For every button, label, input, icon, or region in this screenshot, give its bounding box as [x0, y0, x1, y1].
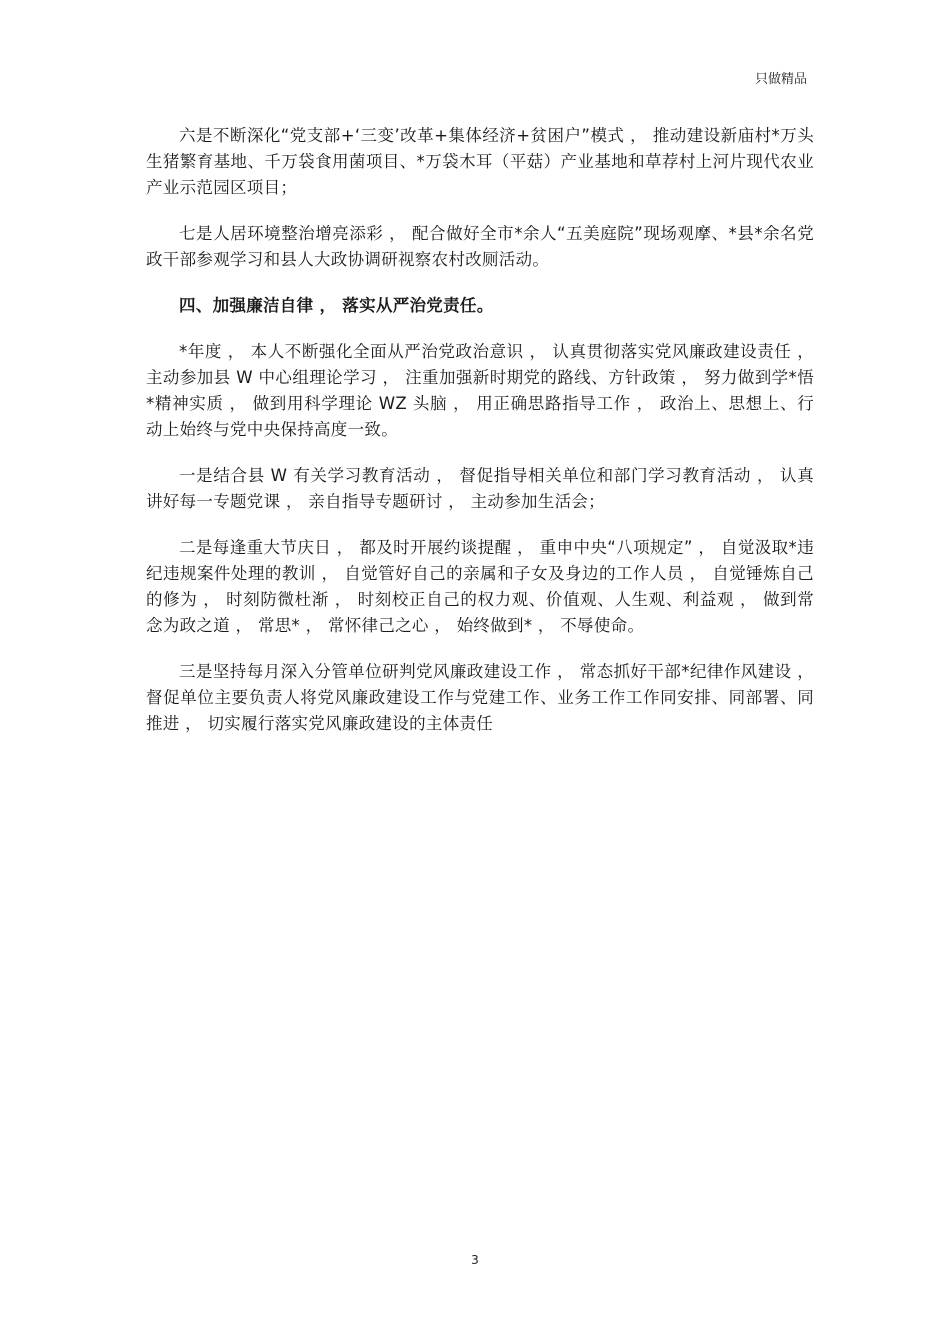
- paragraph-item-1: 一是结合县 W 有关学习教育活动 ， 督促指导相关单位和部门学习教育活动 ， 认真讲好每一专题党课 ， 亲自指导专题研讨 ， 主动参加生活会；: [146, 466, 814, 511]
- header-note: 只做精品: [754, 72, 807, 87]
- paragraph-7-environment: 七是人居环境整治增亮添彩 ， 配合做好全市*余人“五美庭院”现场观摩、*县*余名党政干部参观学习和县人大政协调研视察农村改厕活动。: [146, 224, 814, 269]
- section-heading-4: 四、加强廉洁自律 ， 落实从严治党责任。: [179, 296, 494, 315]
- paragraph-item-2: 二是每逢重大节庆日 ， 都及时开展约谈提醒 ， 重申中央“八项规定” ， 自觉汲取*违纪违规案件处理的教训 ， 自觉管好自己的亲属和子女及身边的工作人员 ， 自觉锤炼自己的修为 ， 时刻防微杜渐 ， 时刻校正自己的权力观、价值观、人生观、利益观 ， 做到常念为政之道 ， 常思* ， 常怀律己之心 ， 始终做到* ， 不辱使命。: [146, 538, 814, 635]
- paragraph-annual-summary: *年度 ， 本人不断强化全面从严治党政治意识 ， 认真贯彻落实党风廉政建设责任 ， 主动参加县 W 中心组理论学习 ， 注重加强新时期党的路线、方针政策 ， 努力做到学*悟*精神实质 ， 做到用科学理论 WZ 头脑 ， 用正确思路指导工作 ， 政治上、思想上、行动上始终与党中央保持高度一致。: [146, 342, 820, 439]
- page-number: 3: [471, 1253, 479, 1267]
- paragraph-item-3: 三是坚持每月深入分管单位研判党风廉政建设工作 ， 常态抓好干部*纪律作风建设 ， 督促单位主要负责人将党风廉政建设工作与党建工作、业务工作工作同安排、同部署、同推进 ， 切实履行落实党风廉政建设的主体责任: [146, 662, 820, 733]
- document-body: [146, 123, 820, 757]
- paragraph-6-rural-model: 六是不断深化“党支部+‘三变’改革+集体经济+贫困户”模式 ， 推动建设新庙村*万头生猪繁育基地、千万袋食用菌项目、*万袋木耳（平菇）产业基地和草荐村上河片现代农业产业示范园区项目；: [146, 126, 814, 197]
